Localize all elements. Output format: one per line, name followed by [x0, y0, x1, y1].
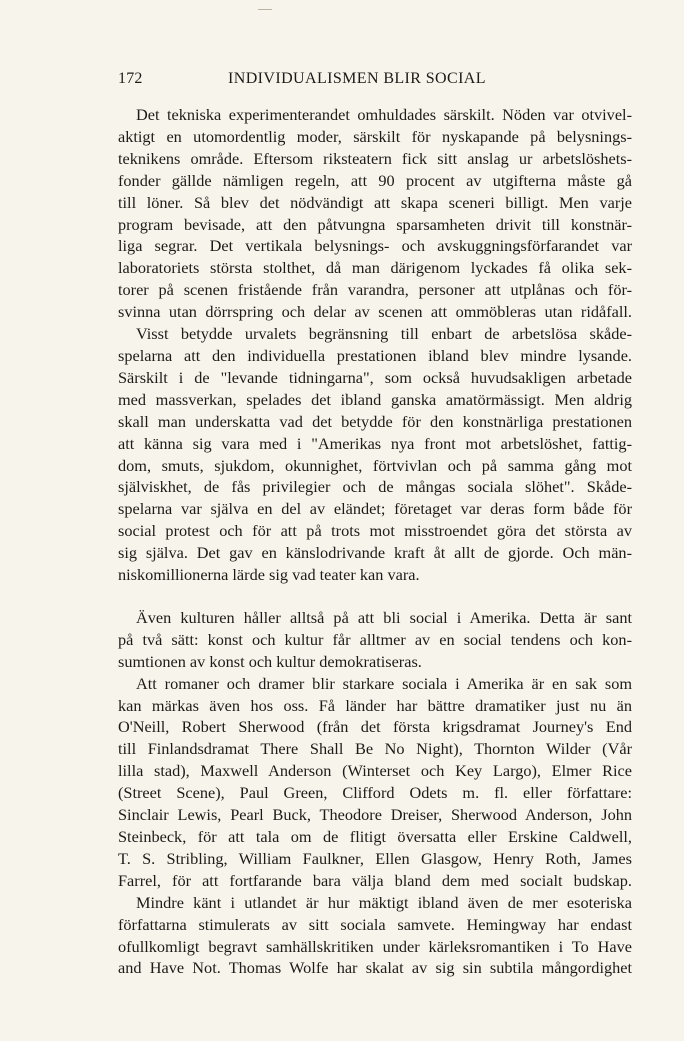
- text-line: sumtionen av konst och kultur demokratiseras.: [118, 651, 422, 671]
- paragraph-2: [118, 607, 632, 673]
- text-line: spelarna att den individuella prestationen ibland blev mindre lysande.: [118, 345, 632, 365]
- text-line: teknikens område. Eftersom riksteatern fick sitt anslag ur arbetslöshets-: [118, 148, 632, 168]
- text-line: liga segrar. Det vertikala belysnings- och avskuggningsförfarandet var: [118, 236, 632, 256]
- top-edge-mark: [258, 9, 272, 10]
- chapter-title: INDIVIDUALISMEN BLIR SOCIAL: [228, 70, 486, 87]
- text-line: and Have Not. Thomas Wolfe har skalat av sig sin subtila mångordighet: [118, 958, 632, 978]
- text-line: Farrel, för att fortfarande bara välja bland dem med socialt budskap.: [118, 870, 632, 890]
- text-line: med massverkan, spelades det ibland ganska amatörmässigt. Men aldrig: [118, 389, 632, 409]
- text-line: torer på scenen fristående från varandra, personer att utplånas och för-: [118, 280, 632, 300]
- text-line: program bevisade, att den påtvungna sparsamheten drivit till konstnär-: [118, 214, 632, 234]
- text-line: att känna sig vara med i "Amerikas nya front mot arbetslöshet, fattig-: [118, 433, 632, 453]
- text-line: svinna utan dörrspring och delar av scenen att ommöbleras utan ridåfall.: [118, 302, 632, 322]
- text-line: själviskhet, de fås privilegier och de mångas sociala slöhet". Skåde-: [118, 477, 632, 497]
- text-line: på två sätt: konst och kultur får alltmer av en social tendens och kon-: [118, 629, 632, 649]
- text-line: lilla stad), Maxwell Anderson (Winterset och Key Largo), Elmer Rice: [118, 761, 632, 781]
- text-line: Visst betydde urvalets begränsning till enbart de arbetslösa skåde-: [136, 324, 632, 344]
- text-line: niskomillionerna lärde sig vad teater kan vara.: [118, 565, 420, 585]
- text-line: fonder gällde nämligen regeln, att 90 procent av utgifterna måste gå: [118, 170, 632, 190]
- text-line: Att romaner och dramer blir starkare sociala i Amerika är en sak som: [136, 673, 632, 693]
- paragraph-1: [118, 104, 632, 586]
- text-line: Även kulturen håller alltså på att bli social i Amerika. Detta är sant: [136, 607, 632, 627]
- text-line: social protest och för att på trots mot misstroendet göra det största av: [118, 521, 632, 541]
- text-line: Särskilt i de "levande tidningarna", som också huvudsakligen arbetade: [118, 367, 632, 387]
- text-line: sig själva. Det gav en känslodrivande kraft åt allt de gjorde. Och män-: [118, 543, 632, 563]
- text-line: Mindre känt i utlandet är hur mäktigt ibland även de mer esoteriska: [136, 892, 632, 912]
- text-line: Sinclair Lewis, Pearl Buck, Theodore Dreiser, Sherwood Anderson, John: [118, 805, 632, 825]
- page-number: 172: [118, 70, 143, 87]
- paragraph-3: [118, 673, 632, 980]
- text-line: Det tekniska experimenterandet omhuldades särskilt. Nöden var otvivel-: [136, 105, 632, 124]
- text-line: laboratoriets största stolthet, då man därigenom lyckades få olika sek-: [118, 258, 632, 278]
- text-line: dom, smuts, sjukdom, okunnighet, förtvivlan och på samma gång mot: [118, 455, 632, 475]
- text-line: Steinbeck, för att tala om de flitigt översatta eller Erskine Caldwell,: [118, 827, 632, 846]
- text-line: O'Neill, Robert Sherwood (från det första krigsdramat Journey's End: [118, 717, 632, 737]
- text-line: aktigt en utomordentlig moder, särskilt för nyskapande på belysnings-: [118, 126, 632, 146]
- text-line: författarna stimulerats av sitt sociala samvete. Hemingway har endast: [118, 914, 632, 934]
- running-header: [118, 70, 566, 96]
- text-line: till Finlandsdramat There Shall Be No Night), Thornton Wilder (Vår: [118, 739, 632, 759]
- text-line: T. S. Stribling, William Faulkner, Ellen Glasgow, Henry Roth, James: [118, 848, 632, 868]
- text-line: (Street Scene), Paul Green, Clifford Odets m. fl. eller författare:: [118, 783, 632, 803]
- text-line: ofullkomligt begravt samhällskritiken under kärleksromantiken i To Have: [118, 936, 632, 956]
- text-line: skall man underskatta vad det betydde för den konstnärliga prestationen: [118, 411, 632, 431]
- section-break: [118, 586, 632, 607]
- text-line: till löner. Så blev det nödvändigt att skapa sceneri billigt. Men varje: [118, 192, 632, 212]
- text-line: spelarna var själva en del av eländet; företaget var deras form både för: [118, 499, 632, 519]
- text-line: kan märkas även hos oss. Få länder har bättre dramatiker just nu än: [118, 695, 632, 715]
- body-text: [118, 104, 632, 979]
